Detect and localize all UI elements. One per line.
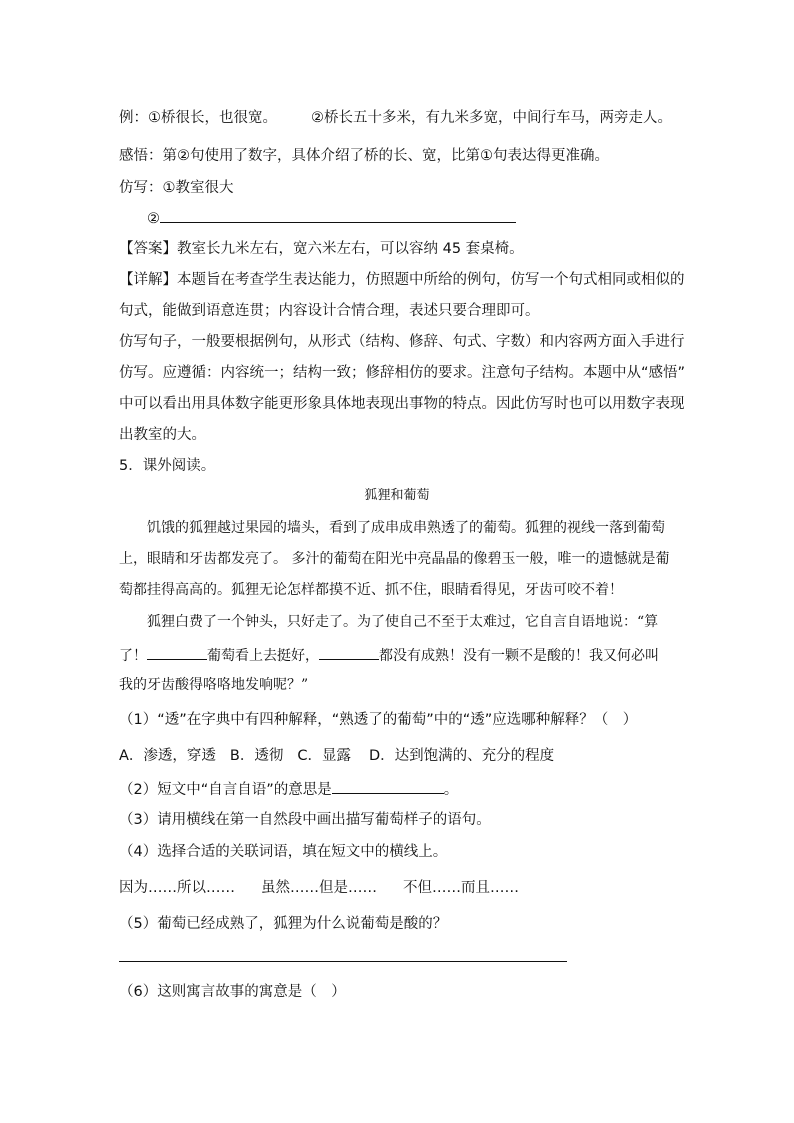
question-2-blank[interactable]: [332, 778, 444, 794]
imitate-label: 仿写：: [119, 180, 163, 196]
example-label: 例：: [119, 110, 148, 126]
question-3: （3）请用横线在第一自然段中画出描写葡萄样子的语句。: [119, 812, 491, 828]
question-5-answer-line[interactable]: [119, 961, 567, 962]
detail-line-4: 仿写。应遵循：内容统一；结构一致；修辞相仿的要求。注意句子结构。本题中从“感悟”: [119, 365, 686, 381]
option-b[interactable]: B．透彻: [229, 748, 284, 764]
story-p1-line-3: 萄都挂得高高的。狐狸无论怎样都摸不近、抓不住，眼睛看得见，牙齿可咬不着！: [119, 582, 623, 598]
insight-line: 感悟：第②句使用了数字，具体介绍了桥的长、宽，比第①句表达得更准确。: [119, 148, 609, 164]
detail-line-1: 【详解】本题旨在考查学生表达能力，仿照题中所给的例句，仿写一个句式相同或相似的: [119, 272, 685, 288]
detail-line-6: 出教室的大。: [119, 427, 206, 443]
imitate-line: [119, 178, 234, 198]
imitate-number-2: ②: [147, 211, 160, 227]
question-5: （5）葡萄已经成熟了，狐狸为什么说葡萄是酸的？: [119, 916, 448, 932]
example-sentence-1: ①桥很长，也很宽。: [148, 110, 277, 126]
imitate-blank-line: [147, 207, 516, 229]
detail-line-3: 仿写句子，一般要根据例句，从形式（结构、修辞、句式、字数）和内容两方面入手进行: [119, 334, 685, 350]
example-sentence-2: ②桥长五十多米，有九米多宽，中间行车马，两旁走人。: [311, 110, 672, 126]
conjunction-option-2: 虽然……但是……: [261, 880, 377, 896]
story-p2-seg-b: 葡萄看上去挺好，: [207, 648, 319, 664]
question-2: [119, 778, 458, 800]
story-title: 狐狸和葡萄: [364, 488, 430, 503]
detail-line-5: 中可以看出用具体数字能更形象具体地表现出事物的特点。因此仿写时也可以用数字表现: [119, 396, 685, 412]
question-1-options: [119, 746, 554, 766]
question-2-end: 。: [443, 782, 459, 798]
conjunction-option-1: 因为……所以……: [119, 880, 235, 896]
option-a[interactable]: A．渗透，穿透: [119, 748, 216, 764]
option-c[interactable]: C．显露: [297, 748, 351, 764]
story-p2-seg-c: 都没有成熟！没有一颗不是酸的！我又何必叫: [379, 648, 659, 664]
answer-line: 【答案】教室长九米左右，宽六米左右，可以容纳 45 套桌椅。: [119, 241, 524, 257]
imitate-answer-blank[interactable]: [160, 207, 516, 223]
story-blank-1[interactable]: [147, 644, 207, 660]
story-p1-line-2: 上，眼睛和牙齿都发亮了。 多汁的葡萄在阳光中亮晶晶的像碧玉一般，唯一的遗憾就是葡: [119, 551, 670, 567]
story-p2-line-2: [119, 644, 659, 666]
detail-line-2: 句式，能做到语意连贯；内容设计合情合理，表述只要合理即可。: [119, 303, 540, 319]
question-2-text: （2）短文中“自言自语”的意思是: [119, 782, 332, 798]
option-d[interactable]: D．达到饱满的、充分的程度: [369, 748, 555, 764]
story-p2-line-1: 狐狸白费了一个钟头，只好走了。为了使自己不至于太难过，它自言自语地说：“算: [147, 614, 659, 630]
conjunction-option-3: 不但……而且……: [403, 880, 519, 896]
question-1: （1）“透”在字典中有四种解释，“熟透了的葡萄”中的“透”应选哪种解释？（ ）: [119, 712, 638, 728]
story-p1-line-1: 饥饿的狐狸越过果园的墙头，看到了成串成串熟透了的葡萄。狐狸的视线一落到葡萄: [147, 520, 665, 536]
question-5-title: 5．课外阅读。: [119, 458, 216, 474]
question-4-options: [119, 878, 519, 898]
imitate-sentence-1: ①教室很大: [162, 180, 234, 196]
story-p2-line-3: 我的牙齿酸得咯咯地发响呢？”: [119, 677, 309, 693]
story-blank-2[interactable]: [319, 644, 379, 660]
story-p2-seg-a: 了！: [119, 648, 147, 664]
example-line: [119, 108, 672, 128]
question-6: （6）这则寓言故事的寓意是（ ）: [119, 984, 346, 1000]
question-4: （4）选择合适的关联词语，填在短文中的横线上。: [119, 844, 448, 860]
